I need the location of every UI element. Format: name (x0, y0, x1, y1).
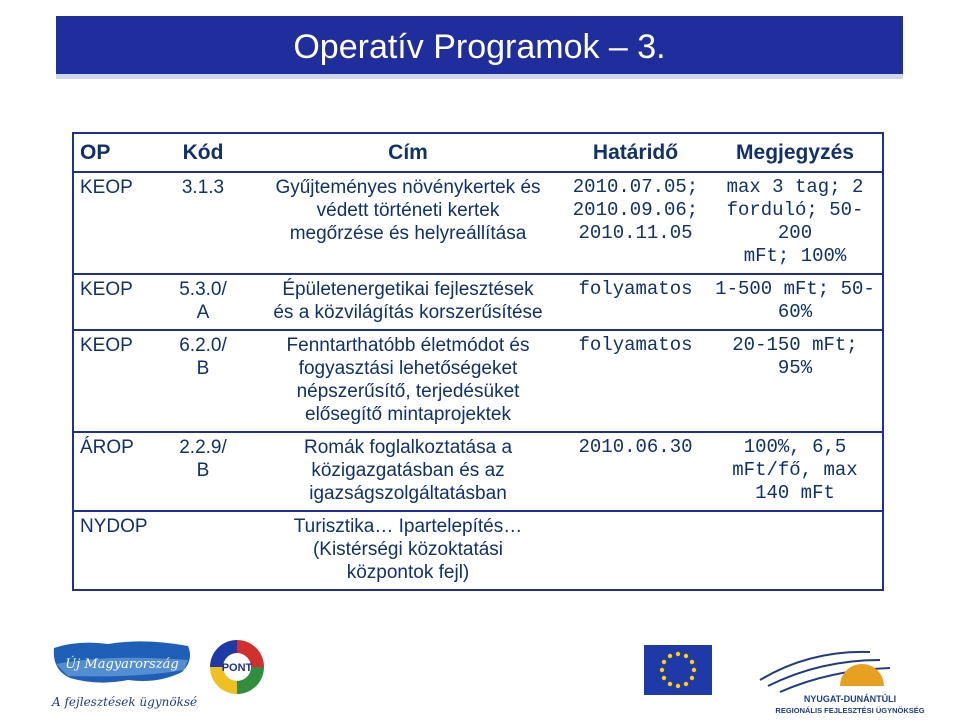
cell-op: KEOP (73, 274, 153, 330)
hungary-map-icon (48, 638, 198, 718)
cell-cim: Turisztika… Ipartelepítés… (Kistérségi közoktatási központok fejl) (253, 511, 563, 590)
cell-op: KEOP (80, 177, 133, 198)
cell-kod (153, 511, 253, 590)
pont-logo (207, 638, 267, 696)
column-header-hatarido: Határidő (563, 133, 708, 172)
page-title: Operatív Programok – 3. (293, 28, 666, 66)
table-row (73, 511, 883, 590)
programs-table (72, 132, 884, 591)
cell-hatarido: 2010.06.30 (563, 432, 708, 511)
svg-text:Új Magyarország: Új Magyarország (65, 657, 179, 672)
svg-text:A fejlesztések ügynöksége: A fejlesztések ügynöksége (52, 695, 198, 709)
cell-op: KEOP (73, 330, 153, 432)
umft-logo (48, 638, 198, 718)
eu-flag-logo (644, 645, 712, 695)
title-bar (56, 16, 903, 79)
table-header-row (73, 133, 883, 172)
column-header-megjegyzes: Megjegyzés (708, 133, 883, 172)
svg-text:PONT: PONT (221, 662, 253, 674)
cell-hatarido: folyamatos (563, 274, 708, 330)
eu-stars-icon (644, 645, 712, 695)
table-row (73, 432, 883, 511)
cell-megjegyzes (708, 511, 883, 590)
cell-op: NYDOP (73, 511, 153, 590)
cell-megjegyzes: 100%, 6,5 mFt/fő, max 140 mFt (708, 432, 883, 511)
cell-kod: 3.1.3 (181, 177, 225, 198)
cell-kod: 5.3.0/ A (153, 274, 253, 330)
cell-megjegyzes: max 3 tag; 2 forduló; 50-200 mFt; 100% (726, 176, 864, 267)
cell-cim: Gyűjteményes növénykertek és védett történeti kertek megőrzése és helyreállítása (275, 177, 541, 244)
cell-cim: Épületenergetikai fejlesztések és a közvilágítás korszerűsítése (253, 274, 563, 330)
column-header-cim: Cím (253, 133, 563, 172)
cell-op: ÁROP (73, 432, 153, 511)
cell-hatarido (563, 511, 708, 590)
nyugat-dunantuli-logo (750, 640, 950, 720)
cell-megjegyzes: 20-150 mFt; 95% (708, 330, 883, 432)
cell-kod: 2.2.9/ B (153, 432, 253, 511)
cell-cim: Romák foglalkoztatása a közigazgatásban és az igazságszolgáltatásban (253, 432, 563, 511)
table-row (73, 274, 883, 330)
svg-text:REGIONÁLIS FEJLESZTÉSI ÜGYNÖKS: REGIONÁLIS FEJLESZTÉSI ÜGYNÖKSÉG (775, 706, 925, 715)
cell-kod: 6.2.0/ B (153, 330, 253, 432)
column-header-kod: Kód (153, 133, 253, 172)
cell-hatarido: folyamatos (563, 330, 708, 432)
table-row (73, 330, 883, 432)
cell-hatarido: 2010.07.05; 2010.09.06; 2010.11.05 (572, 176, 699, 244)
logo-strip (0, 630, 960, 720)
svg-text:NYUGAT-DUNÁNTÚLI: NYUGAT-DUNÁNTÚLI (803, 694, 897, 704)
sun-waves-icon (750, 640, 950, 720)
column-header-op: OP (73, 133, 153, 172)
cell-megjegyzes: 1-500 mFt; 50- 60% (708, 274, 883, 330)
table-row (73, 172, 883, 274)
cell-cim: Fenntarthatóbb életmódot és fogyasztási lehetőségeket népszerűsítő, terjedésüket elősegítő mintaprojektek (253, 330, 563, 432)
